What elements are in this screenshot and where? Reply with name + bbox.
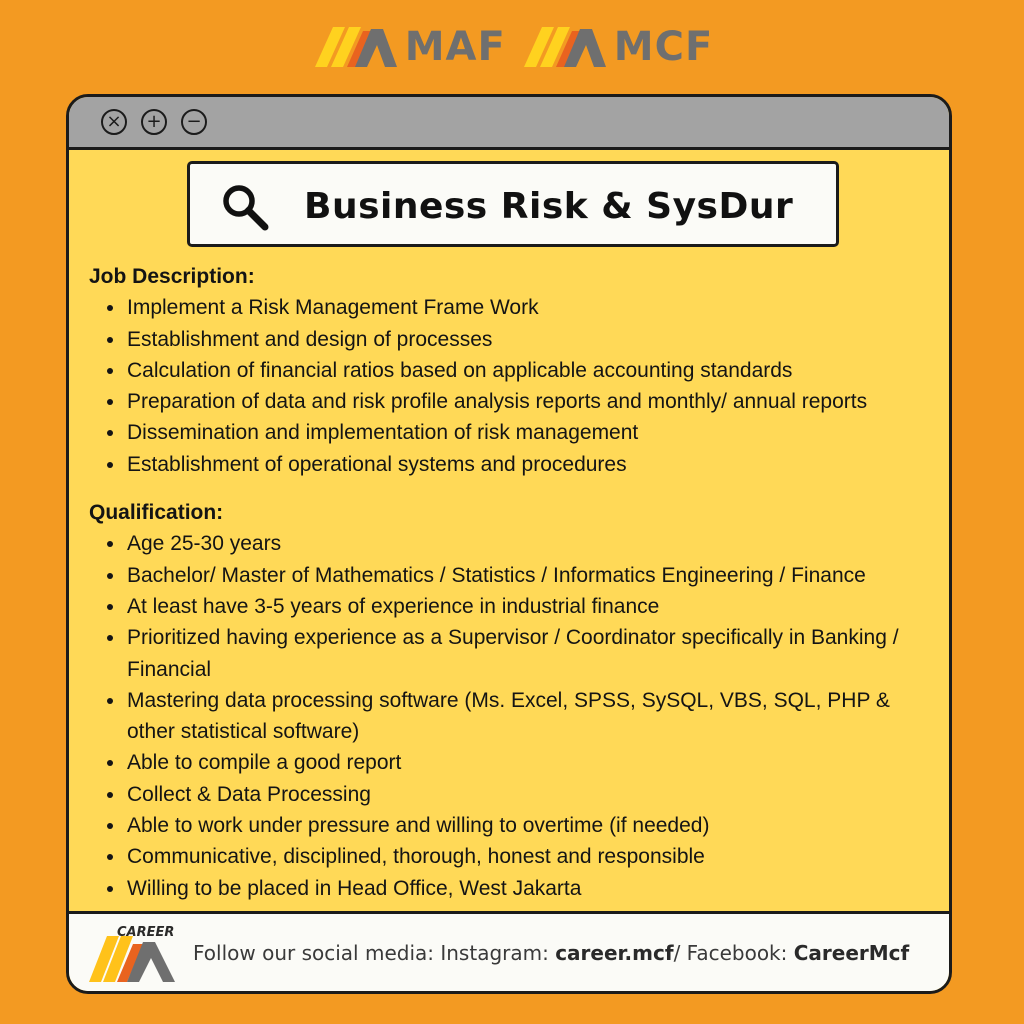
maf-logo — [311, 24, 506, 70]
list-item: Age 25-30 years — [127, 528, 939, 559]
career-logo — [87, 922, 183, 984]
job-title: Business Risk & SysDur — [304, 186, 794, 227]
mcf-logo-icon — [520, 25, 606, 69]
maf-logo-text: MAF — [404, 24, 506, 70]
list-item: Bachelor/ Master of Mathematics / Statistics / Informatics Engineering / Finance — [127, 560, 939, 591]
job-description-list — [89, 292, 939, 480]
list-item: Collect & Data Processing — [127, 779, 939, 810]
mcf-logo-text: MCF — [613, 24, 714, 70]
facebook-link[interactable]: CareerMcf — [793, 941, 910, 965]
search-bar[interactable] — [187, 161, 839, 247]
list-item: Communicative, disciplined, thorough, honest and responsible — [127, 841, 939, 872]
window-titlebar — [69, 97, 949, 150]
brand-header — [0, 22, 1024, 72]
qualification-heading: Qualification: — [89, 501, 224, 525]
career-logo-text: CAREER — [117, 925, 175, 940]
list-item: Mastering data processing software (Ms. Excel, SPSS, SySQL, VBS, SQL, PHP & other statistical software) — [127, 685, 939, 748]
footer-bar — [69, 911, 949, 991]
qualification-list — [89, 528, 939, 904]
list-item: Dissemination and implementation of risk management — [127, 417, 939, 448]
job-description-heading: Job Description: — [89, 265, 255, 288]
maf-logo-icon — [311, 25, 397, 69]
list-item: Preparation of data and risk profile analysis reports and monthly/ annual reports — [127, 386, 939, 417]
list-item: Willing to be placed in Head Office, West Jakarta — [127, 873, 939, 904]
plus-icon[interactable]: + — [141, 109, 167, 135]
list-item: Establishment of operational systems and procedures — [127, 449, 939, 480]
list-item: Establishment and design of processes — [127, 324, 939, 355]
social-media-text — [193, 941, 909, 965]
instagram-link[interactable]: career.mcf — [555, 941, 674, 965]
list-item: At least have 3-5 years of experience in industrial finance — [127, 591, 939, 622]
footer-prefix: Follow our social media: Instagram: — [193, 941, 556, 965]
mcf-logo — [520, 24, 713, 70]
list-item: Able to compile a good report — [127, 747, 939, 778]
list-item: Prioritized having experience as a Supervisor / Coordinator specifically in Banking / Financial — [127, 622, 939, 685]
list-item: Calculation of financial ratios based on applicable accounting standards — [127, 355, 939, 386]
job-content — [89, 261, 939, 904]
search-icon — [220, 182, 270, 232]
close-icon[interactable]: × — [101, 109, 127, 135]
job-window — [66, 94, 952, 994]
list-item: Able to work under pressure and willing to overtime (if needed) — [127, 810, 939, 841]
footer-middle: / Facebook: — [673, 941, 794, 965]
minus-icon[interactable]: − — [181, 109, 207, 135]
list-item: Implement a Risk Management Frame Work — [127, 292, 939, 323]
